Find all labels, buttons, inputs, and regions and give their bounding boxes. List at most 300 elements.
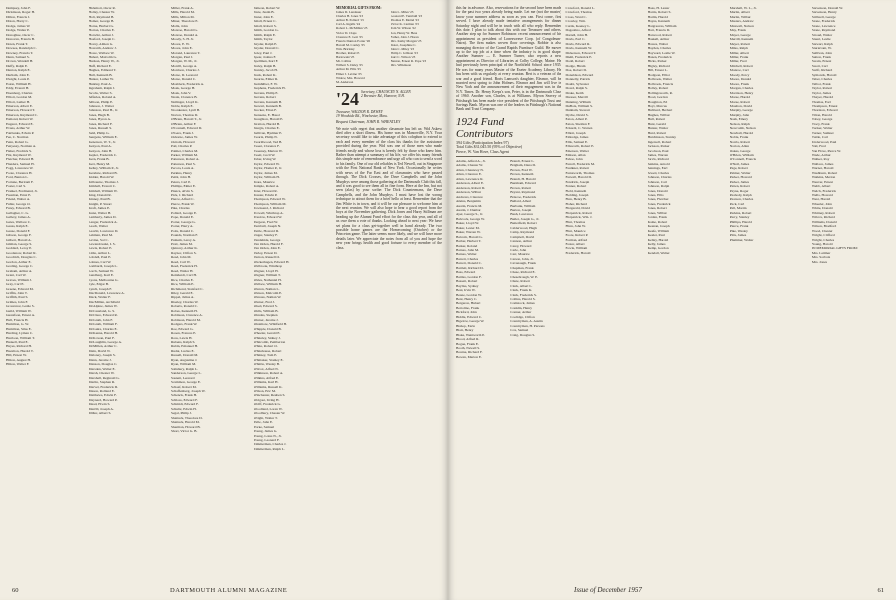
- list-item: Marvel, Frederick D.: [88, 384, 119, 389]
- list-item: Fisher, Richard: [565, 201, 587, 206]
- list-item: Talbot, Frank: [811, 81, 831, 86]
- list-item: Small, Robert S.: [253, 23, 277, 28]
- list-item: Pierce, Alfred C.: [171, 197, 195, 202]
- list-item: Conklin, Henry: [510, 305, 533, 310]
- list-item: Hayden, Charles: [647, 46, 671, 51]
- list-item: Pianca, Alvin S.: [171, 188, 194, 193]
- list-item: Swift, Richard: [811, 68, 833, 73]
- list-item: Raynor, Clifton S.: [171, 250, 197, 255]
- list-item: Thompson, Edward W.: [253, 197, 286, 202]
- list-item: Eisenberg, Charles: [6, 90, 33, 95]
- list-item: Faulkner, Robert: [565, 166, 590, 171]
- list-item: John L. Miles '23: [390, 10, 414, 15]
- list-item: Leonard E. Turnbull '23: [390, 14, 423, 19]
- list-item: Bickford, John: [456, 310, 477, 315]
- list-item: May, Frank: [729, 28, 746, 33]
- list-item: Harris, Robert S.: [647, 10, 672, 15]
- list-item: Neale, Clarence B.: [171, 95, 198, 100]
- list-item: Huff, Richard E.: [88, 63, 112, 68]
- list-item: Countryman, A. Austin: [510, 319, 543, 324]
- list-item: Underwood, Paul: [811, 139, 837, 144]
- list-item: 394 Gifts (Participation Index 97): [456, 140, 509, 145]
- list-item: Miller, Fred: [729, 59, 747, 64]
- list-item: Foster, Albert: [565, 242, 585, 247]
- list-item: Pail, Charles P.: [171, 144, 193, 149]
- list-item: O'Connell, Edward D.: [171, 126, 203, 131]
- list-item: Durham, John E.: [6, 72, 30, 77]
- list-item: Roe, Edward G.: [171, 326, 194, 331]
- list-item: Fitzgerald, David: [565, 206, 590, 211]
- list-item: Allen, Lawrence R.: [456, 176, 484, 181]
- list-item: Snyder, Ralph E.: [253, 41, 278, 46]
- list-item: Homer, George B.: [88, 19, 115, 24]
- list-item: Segal, Philip J.: [171, 411, 193, 416]
- list-item: Hughes, Wilbur: [647, 112, 670, 117]
- list-item: Masters, Andrew: [729, 19, 754, 24]
- list-item: Foster, Carl S.: [6, 184, 27, 189]
- list-item: Steinhilber, F. W.: [253, 81, 278, 86]
- list-item: Tuttle, Howard D.: [253, 228, 280, 233]
- list-item: Jennings, Earl: [647, 166, 668, 171]
- list-item: Norton, Allen: [729, 144, 749, 149]
- list-item: Anderson, Wilbur: [456, 190, 482, 195]
- list-item: MacDonald, Lawrence A.: [88, 291, 125, 295]
- list-item: Esmond, Robert W.: [6, 117, 34, 122]
- list-item: Levine, Sol C.: [88, 237, 109, 242]
- list-item: Gibson, George F.: [6, 233, 32, 238]
- list-item: Taylor, William H.: [253, 175, 280, 180]
- list-item: Mitchell, Robert: [729, 63, 753, 68]
- treasurer-address: 19 Woodside Rd., Winchester, Mass.: [336, 113, 388, 118]
- list-item: Perry, Stanley: [729, 215, 750, 220]
- list-item: Goddard, Leroy P.: [6, 246, 32, 251]
- list-item: Gray, Carl E.: [6, 282, 25, 287]
- list-item: Dodge, Walter P.: [6, 28, 30, 33]
- list-item: Phillips, Elmer E.: [171, 184, 196, 189]
- list-item: Hughes, Edmond T.: [88, 68, 117, 73]
- list-item: Goodrich, Douglas C.: [6, 255, 37, 260]
- list-item: Fowle, William: [565, 246, 588, 251]
- list-item: Whiteley, Sidney J.: [253, 335, 281, 340]
- list-item: Gilman, George S.: [6, 242, 33, 247]
- list-item: Sutton, Frank: [811, 54, 831, 59]
- list-item: Kraft, James E.: [88, 206, 111, 211]
- list-item: Barrett, Charles: [456, 256, 479, 261]
- list-item: Cox, Samuel: [510, 328, 529, 333]
- list-item: Graves, William J.: [6, 277, 33, 282]
- list-item: Maynard, Howard P.: [88, 397, 118, 402]
- list-item: Flint, Thomas: [565, 219, 586, 224]
- list-item: Morse, D. Leonard: [171, 72, 198, 77]
- list-item: Jellison, Philip E.: [88, 99, 114, 104]
- divider: [336, 86, 442, 87]
- list-item: Newcomb, Nelson: [729, 126, 756, 131]
- list-item: Moulton, David: [729, 103, 753, 108]
- list-item: West, Harold: [811, 197, 831, 202]
- list-item: Harwood, Robert: [647, 32, 672, 37]
- list-item: Patterson, Paul S.: [171, 161, 196, 166]
- list-item: Mrs. Wilkinson: [390, 63, 412, 68]
- list-item: Dowd, Ralph S.: [565, 86, 588, 91]
- list-item: Pope, Donald E.: [171, 215, 194, 220]
- list-item: Meyer, Robert: [729, 41, 751, 46]
- list-item: MacMillan, Archibald: [88, 299, 120, 304]
- list-item: Tracy, Frank: [811, 121, 830, 126]
- left-col-4: [254, 6, 333, 576]
- list-item: Victor K. Carman '23: [390, 22, 419, 27]
- list-item: Bartowski '25: [336, 55, 355, 60]
- list-item: Haskell, Arthur: [647, 37, 670, 42]
- list-item: Kelly, James: [647, 242, 666, 247]
- list-item: Keenan, Joseph: [647, 224, 670, 229]
- list-item: Holley, Chester W.: [88, 10, 115, 15]
- list-item: Jacobson, Paul: [647, 148, 669, 153]
- list-item: DuBois, William S.: [565, 103, 593, 108]
- list-item: Brown, Robert: [510, 185, 532, 190]
- list-item: Swain, Ernest: [811, 59, 832, 64]
- list-item: Grimes, John F.: [6, 299, 29, 304]
- list-item: Lundberg, Karl E.: [88, 273, 114, 278]
- list-item: Potts, Donald C.: [171, 228, 195, 233]
- list-item: Gauss, Ralph E.: [6, 224, 29, 229]
- list-item: Stevenson, Henry: [811, 10, 837, 15]
- list-item: Osborne, James W.: [171, 135, 198, 140]
- right-page: [448, 0, 896, 600]
- list-item: Perkins, Henry: [171, 170, 192, 175]
- list-item: Fenner, Robert: [565, 184, 587, 189]
- list-item: Porter, Harry A.: [171, 224, 194, 229]
- list-item: Main, David N.: [88, 348, 111, 353]
- list-item: Taylor, Edward W.: [253, 161, 280, 166]
- treasurer: Treasurer, WALDON R. DEWEY: [336, 109, 383, 114]
- list-item: Finn, Henry B.: [565, 197, 587, 202]
- list-item: Gosling, George C.: [6, 264, 34, 269]
- list-item: Kidder, Harold W.: [88, 175, 115, 180]
- list-item: Wilkins, Alfred E.: [253, 375, 280, 380]
- list-item: Martin, Albert: [729, 10, 750, 15]
- list-item: Hill, Ernest W.: [6, 353, 27, 358]
- list-item: Widow, Mrs. Howard: [336, 75, 365, 80]
- list-item: Bush, Lawrence: [510, 212, 533, 217]
- list-item: Miller, Albert S.: [88, 411, 112, 416]
- list-item: Francis Dunton Porter '26: [336, 38, 371, 43]
- list-item: Jefferies, Roland A.: [88, 95, 117, 100]
- list-item: Kendall, Walter: [647, 250, 670, 255]
- list-item: Mrs. Jones: [811, 259, 828, 264]
- list-item: Baker, Lloyd W.: [456, 221, 479, 226]
- list-item: White, Robert O.: [253, 344, 278, 349]
- list-item: Ayer, George S., Jr.: [456, 212, 484, 217]
- list-item: Kelley, William P., Jr.: [88, 166, 119, 171]
- list-item: Kerr, Henry M.: [88, 161, 111, 166]
- list-item: Molla, John: [171, 23, 188, 28]
- list-item: Hunter, Luther W.: [88, 77, 114, 82]
- list-item: Stoughton, Harold E.: [253, 117, 284, 122]
- list-item: McGuire, Charles E.: [88, 326, 118, 331]
- memorial-gifts: [336, 6, 442, 84]
- list-item: Marshall, Reginald G.: [88, 375, 120, 380]
- list-item: Farrell, Frederick M.: [565, 161, 595, 166]
- list-item: Graham, Arthur A.: [6, 268, 33, 273]
- list-item: Stone, Raymond: [811, 28, 836, 33]
- list-item: Kimball, Everett C.: [88, 184, 116, 189]
- left-col-5: [336, 6, 442, 576]
- list-item: Fee, C. Norman: [6, 135, 29, 140]
- list-item: Hurd, Robert: [647, 130, 667, 135]
- left-columns: [6, 6, 442, 576]
- list-item: Emerson, Albert E.: [6, 103, 33, 108]
- list-item: Clark, Albert L.: [510, 283, 533, 288]
- list-item: Grosvenor, Leslie S.: [6, 304, 35, 309]
- list-item: Wood, Chester: [811, 228, 833, 233]
- list-item: Donaldson, Edward: [565, 72, 594, 77]
- list-item: Symonds, Harold: [811, 72, 837, 77]
- list-item: Palmer, Walter: [729, 170, 751, 175]
- list-item: Cavanaugh, Frank: [510, 261, 536, 266]
- list-item: Bowen, Merton E.: [456, 354, 482, 359]
- list-item: Dagostino, Alfred: [565, 28, 591, 33]
- list-item: Stewart, Kenneth B.: [253, 103, 282, 108]
- list-item: Pounds, Norman F.: [171, 233, 198, 238]
- list-item: Schenck, Frank H.: [171, 393, 198, 398]
- list-item: Johnson, Carl: [647, 179, 667, 184]
- list-item: Flinn, John W.: [565, 224, 586, 229]
- list-item: Gilbert, Harold A.: [6, 237, 32, 242]
- list-item: Turgeon, Fred W.: [253, 219, 279, 224]
- list-item: Hazelton, Harold T.: [6, 348, 34, 353]
- list-item: Eaton, William H.: [6, 81, 32, 86]
- list-item: Werner, Jerome J.: [253, 317, 279, 322]
- list-item: Mosk, George H.: [171, 86, 196, 91]
- list-item: Emerson, Walter: [565, 148, 589, 153]
- list-item: Andrews, Clarence: [456, 194, 483, 199]
- list-item: McLaughlin, George A.: [88, 339, 122, 344]
- list-item: Beane, Gordon W.: [456, 292, 482, 297]
- list-item: Zimmerman, Ralph L.: [253, 446, 285, 451]
- list-item: Whittle, Wesley B.: [253, 362, 280, 367]
- list-item: Kunz, Walter H.: [88, 210, 112, 215]
- list-item: Wolff, Frederick G.: [253, 402, 281, 407]
- list-item: Salisbury, Ralph L.: [171, 366, 198, 371]
- list-item: Hart, Francis D.: [647, 28, 671, 33]
- list-item: Robes, Kenneth H.: [171, 308, 198, 313]
- list-item: Miles, Ralph: [729, 46, 748, 51]
- list-item: Brown, Fred W.: [510, 167, 533, 172]
- list-item: Mills, Harold M.: [171, 10, 195, 15]
- list-item: Noonkester, Lyell B.: [171, 108, 201, 113]
- list-item: Morse, Donald C.: [171, 77, 197, 82]
- list-item: Rosen, Frances E.: [171, 331, 197, 336]
- list-item: Wells, Howard: [811, 193, 833, 198]
- list-item: Elliott, Luther H.: [6, 99, 31, 104]
- list-item: Bryant, Raymond: [510, 190, 536, 195]
- list-item: Miner, Theodore E.: [171, 19, 199, 24]
- list-item: Peabody, Ralph: [729, 193, 752, 198]
- list-item: Lynch, Joseph F.: [88, 286, 112, 291]
- list-item: Brandt, Ernest L.: [510, 158, 535, 163]
- list-item: Wallace, James: [811, 161, 834, 166]
- list-item: Dickinson, Roger H.: [6, 10, 35, 15]
- list-item: Carson, John, Jr.: [510, 256, 534, 261]
- list-item: Stevens, Philip E.: [253, 90, 279, 95]
- list-item: Noble, Ralph E.: [171, 103, 194, 108]
- list-item: Drown, Wendell H.: [6, 59, 34, 64]
- list-item: Conner, Arthur: [510, 310, 532, 315]
- list-item: Bigelow, George W.: [456, 319, 485, 324]
- list-item: Page, Robert: [729, 166, 748, 171]
- secretary-address: 2 Brewster Rd., Hanover, N.H.: [361, 93, 405, 98]
- list-item: Turnbull, Joseph N.: [253, 224, 282, 229]
- list-item: Neilinger, Lloyd K.: [171, 99, 199, 104]
- list-item: Moody, Percy: [729, 72, 750, 77]
- list-item: Adams, Alfred A., Jr.: [456, 158, 486, 163]
- list-item: Dunning, William: [565, 99, 591, 104]
- list-item: Pierce, Frank W.: [171, 201, 195, 206]
- list-item: Sasnett, Leonard: [171, 375, 195, 380]
- list-item: Eshoo, John: [565, 157, 583, 162]
- list-item: Griffin, John T.: [6, 291, 28, 295]
- list-item: Norris, Robert: [729, 139, 750, 144]
- list-item: Ford, Benton L.: [6, 175, 29, 180]
- list-item: Peck, Carl: [729, 201, 745, 206]
- list-item: Keeler, Paul: [647, 233, 665, 238]
- list-item: Woodland, Loren W.: [253, 406, 283, 411]
- list-item: Scammon, George E.: [171, 380, 201, 385]
- list-item: Baker, Lester M.: [456, 225, 480, 230]
- list-item: Winchester, Reuben S.: [253, 393, 286, 398]
- list-item: Whittaker, Stanley E.: [253, 357, 284, 362]
- list-item: Hickmott, Oscar R.: [88, 6, 116, 10]
- list-item: Welch, Frederick: [811, 188, 836, 193]
- list-item: Schmidt, Edward F.: [171, 402, 199, 407]
- list-item: McKowan, Paul F.: [88, 335, 115, 340]
- list-item: Smith, Ralph E.: [253, 32, 276, 37]
- list-item: Sherman, Howard B.: [171, 424, 201, 429]
- list-item: Dodge, James W.: [6, 23, 31, 28]
- list-item: Chesebrough, W. E.: [510, 274, 539, 279]
- list-item: Kimball, William W.: [88, 188, 118, 193]
- left-col-3: [171, 6, 250, 576]
- list-item: Anderson, Albert E.: [456, 181, 484, 186]
- list-item: Wallace, William H.: [253, 282, 282, 287]
- list-item: Stark, Robert K.: [253, 72, 277, 77]
- list-item: Hall, Francis H.: [6, 317, 29, 322]
- list-item: Sister, Josephine C.: [390, 42, 417, 47]
- list-item: James, Warren: [647, 152, 669, 157]
- list-item: Doe, Robert D.: [565, 68, 587, 73]
- list-item: Mayer, George: [729, 32, 751, 37]
- list-item: Williams, Karl H.: [253, 380, 279, 385]
- list-item: Fenn, Robert G.: [6, 139, 29, 144]
- list-item: Jackson, Parker: [647, 144, 670, 149]
- list-item: Stevens, Kenneth B.: [253, 99, 283, 104]
- list-item: Holbrook, Francis: [647, 81, 674, 86]
- list-item: Vail, Fred: [811, 144, 826, 149]
- list-item: Hunter, Walter: [647, 126, 669, 131]
- list-item: Reed, Frederick H.: [171, 264, 198, 269]
- list-item: Teare, Maurice: [253, 179, 275, 184]
- list-item: Gallagher, C. G.: [6, 210, 29, 215]
- list-item: Norton, Thomas D.: [171, 112, 199, 117]
- list-item: Marsden, Walter E.: [88, 366, 116, 371]
- list-item: Wright, Walter T.: [253, 415, 278, 420]
- list-item: Thomas E. Mettel '23: [390, 18, 419, 23]
- list-item: Hollingsworth, R.: [647, 90, 673, 95]
- list-item: Kenyon, Paul A.: [88, 144, 112, 149]
- list-item: Gordon, Arthur E.: [6, 259, 32, 264]
- list-item: Lobdell, Paul E.: [88, 255, 112, 260]
- list-item: Carle, John: [510, 248, 527, 253]
- list-item: Craig, Douglas S.: [510, 332, 536, 337]
- list-item: Mosk, John V.: [171, 90, 192, 95]
- list-item: Wales, Nathaniel H.: [253, 277, 282, 282]
- list-item: Mr. Collins: [336, 59, 352, 64]
- list-item: Hill, Ernest L.: [647, 68, 668, 73]
- list-item: Simeon, Robert W.: [253, 6, 281, 10]
- list-item: Whitney, Robert: [811, 210, 835, 215]
- list-item: O'Connell, Francis: [729, 157, 757, 162]
- list-item: Holt, Raymond B.: [88, 14, 115, 19]
- list-item: Stensena, E. Hasol: [253, 112, 280, 117]
- list-item: Stevenson, Donald W.: [811, 6, 843, 10]
- list-item: Barnes, John M.: [456, 248, 479, 253]
- list-item: Jones, Russell S.: [88, 126, 113, 131]
- list-item: Smith, Taylor: [253, 37, 273, 42]
- list-item: Horwitz, Arthur J.: [88, 32, 114, 37]
- list-item: Thompson, Ernest: [811, 103, 838, 108]
- list-item: Huntley, Paul A.: [88, 81, 112, 86]
- list-item: Washburn, Robert: [811, 170, 838, 175]
- list-item: Reed, Walter H.: [171, 268, 194, 273]
- list-item: Dunton, Ralph E.: [6, 68, 31, 73]
- list-item: Ryan, William M.: [171, 362, 197, 367]
- list-item: Weed, Edward S.: [253, 304, 278, 309]
- list-item: Unger, Stanley F.: [253, 233, 278, 238]
- list-item: Swett, Cecil W.: [253, 152, 276, 157]
- list-item: Clark, Frederick S.: [510, 292, 537, 297]
- list-item: Pearson, Charles: [729, 197, 754, 202]
- list-item: Wilson, Bradford: [811, 224, 837, 229]
- bequest-chairman: Bequest Chairman, JOHN R. WHEATLEY: [336, 120, 401, 125]
- list-item: Eckardt, C. Warren: [565, 126, 593, 131]
- list-item: Curtis, Keeney L.: [565, 23, 591, 28]
- list-item: Farwell, Harold D.: [565, 175, 592, 180]
- list-item: Countryman, H. Parsons: [510, 323, 545, 328]
- list-item: Morse, Robert: [729, 99, 750, 104]
- list-item: Johnston, Paul H., Jr.: [88, 108, 119, 113]
- list-item: Crawford, Thomas: [565, 10, 592, 15]
- list-item: Haas, H. Lester: [647, 6, 670, 10]
- list-item: Small, Ernest C.: [253, 19, 277, 24]
- list-item: Wagner, Lloyd H.: [253, 268, 279, 273]
- list-item: Quincey, Arthur K.: [171, 246, 198, 251]
- list-item: Young, Harold: [811, 242, 833, 247]
- list-item: Gause, Donald F.: [6, 228, 31, 233]
- list-item: Doubt, Sylvester: [565, 81, 590, 86]
- list-item: Hodgson, Elliot: [647, 72, 670, 77]
- list-item: Dickerson, Edward T.: [565, 50, 597, 55]
- list-item: Putnam, Leroy A.: [171, 237, 196, 242]
- list-item: Emerson, Raymond C.: [6, 112, 38, 117]
- list-item: Taber, Charles: [811, 77, 833, 82]
- list-item: Doten, Frank T.: [6, 41, 29, 46]
- list-item: Temple, Robert A.: [253, 184, 280, 189]
- list-item: Mann, Jerome J.: [88, 357, 112, 362]
- list-item: Horton, Charles E.: [88, 28, 115, 33]
- list-item: Jones, Frederick: [647, 201, 671, 206]
- list-item: Johnson, Charles: [647, 175, 672, 180]
- list-item: Bent, Henry C.: [456, 297, 478, 302]
